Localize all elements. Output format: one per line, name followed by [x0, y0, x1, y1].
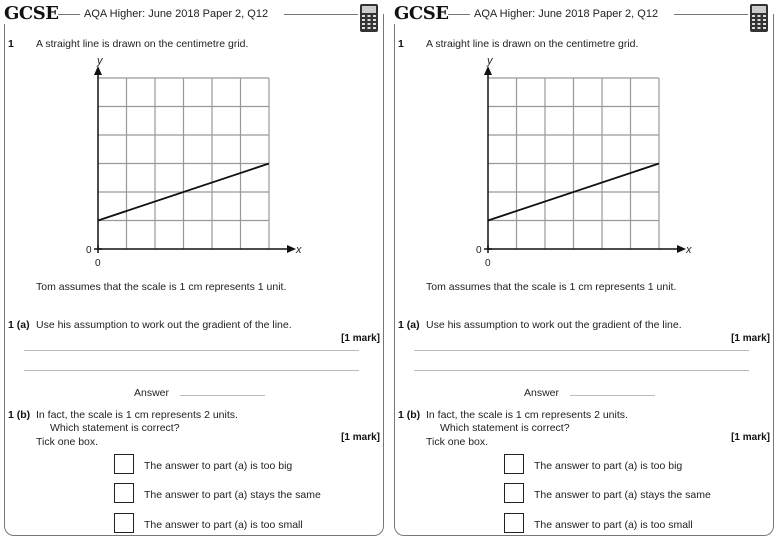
- question-number: 1: [398, 38, 404, 50]
- origin-x-label: 0: [485, 258, 491, 269]
- part-b-marks: [1 mark]: [341, 432, 380, 443]
- tick-box-stays-same[interactable]: [114, 483, 134, 503]
- grid-lines: [488, 78, 659, 249]
- tick-box-too-big[interactable]: [504, 454, 524, 474]
- question-intro: A straight line is drawn on the centimetre grid.: [426, 38, 639, 50]
- option-too-big: The answer to part (a) is too big: [144, 460, 293, 472]
- part-b-line1: In fact, the scale is 1 cm represents 2 units.: [36, 409, 238, 421]
- paper-subtitle: AQA Higher: June 2018 Paper 2, Q12: [470, 8, 662, 20]
- header-rule: [448, 14, 470, 15]
- scale-statement: Tom assumes that the scale is 1 cm represents 1 unit.: [36, 281, 287, 293]
- part-b-line3: Tick one box.: [426, 436, 489, 448]
- y-axis-label: y: [487, 55, 493, 67]
- y-axis-label: y: [97, 55, 103, 67]
- header-rule: [284, 14, 358, 15]
- answer-label: Answer: [134, 387, 170, 399]
- answer-line[interactable]: [180, 395, 265, 396]
- origin-y-label: 0: [476, 245, 482, 256]
- question-number: 1: [8, 38, 14, 50]
- x-axis-arrow: [287, 245, 296, 253]
- worksheet-panel-right: [392, 0, 777, 540]
- part-a-label: 1 (a): [8, 319, 30, 331]
- coordinate-grid: [2, 50, 387, 275]
- part-b-line1: In fact, the scale is 1 cm represents 2 units.: [426, 409, 628, 421]
- scale-statement: Tom assumes that the scale is 1 cm represents 1 unit.: [426, 281, 677, 293]
- working-line[interactable]: [24, 370, 359, 371]
- part-b-line2: Which statement is correct?: [440, 422, 570, 434]
- option-stays-same: The answer to part (a) stays the same: [144, 489, 321, 501]
- part-a-label: 1 (a): [398, 319, 420, 331]
- origin-y-label: 0: [86, 245, 92, 256]
- working-line[interactable]: [414, 350, 749, 351]
- option-too-big: The answer to part (a) is too big: [534, 460, 683, 472]
- option-too-small: The answer to part (a) is too small: [534, 519, 693, 531]
- part-a-marks: [1 mark]: [341, 333, 380, 344]
- part-b-marks: [1 mark]: [731, 432, 770, 443]
- tick-box-stays-same[interactable]: [504, 483, 524, 503]
- x-axis-label: x: [296, 244, 302, 256]
- part-a-text: Use his assumption to work out the gradient of the line.: [36, 319, 292, 331]
- y-axis-arrow: [484, 66, 492, 75]
- gcse-logo: GCSE: [394, 3, 452, 24]
- coordinate-grid: [392, 50, 777, 275]
- answer-line[interactable]: [570, 395, 655, 396]
- part-b-line3: Tick one box.: [36, 436, 99, 448]
- question-intro: A straight line is drawn on the centimetre grid.: [36, 38, 249, 50]
- gcse-logo: GCSE: [4, 3, 62, 24]
- option-stays-same: The answer to part (a) stays the same: [534, 489, 711, 501]
- tick-box-too-small[interactable]: [114, 513, 134, 533]
- part-a-text: Use his assumption to work out the gradient of the line.: [426, 319, 682, 331]
- part-b-label: 1 (b): [8, 409, 31, 421]
- answer-label: Answer: [524, 387, 560, 399]
- calculator-icon: [749, 3, 769, 33]
- header-rule: [58, 14, 80, 15]
- part-b-line2: Which statement is correct?: [50, 422, 180, 434]
- tick-box-too-big[interactable]: [114, 454, 134, 474]
- grid-lines: [98, 78, 269, 249]
- part-a-marks: [1 mark]: [731, 333, 770, 344]
- paper-subtitle: AQA Higher: June 2018 Paper 2, Q12: [80, 8, 272, 20]
- x-axis-label: x: [686, 244, 692, 256]
- x-axis-arrow: [677, 245, 686, 253]
- header-rule: [674, 14, 748, 15]
- tick-box-too-small[interactable]: [504, 513, 524, 533]
- origin-x-label: 0: [95, 258, 101, 269]
- calculator-icon: [359, 3, 379, 33]
- y-axis-arrow: [94, 66, 102, 75]
- part-b-label: 1 (b): [398, 409, 421, 421]
- working-line[interactable]: [414, 370, 749, 371]
- working-line[interactable]: [24, 350, 359, 351]
- worksheet-panel-left: [2, 0, 387, 540]
- option-too-small: The answer to part (a) is too small: [144, 519, 303, 531]
